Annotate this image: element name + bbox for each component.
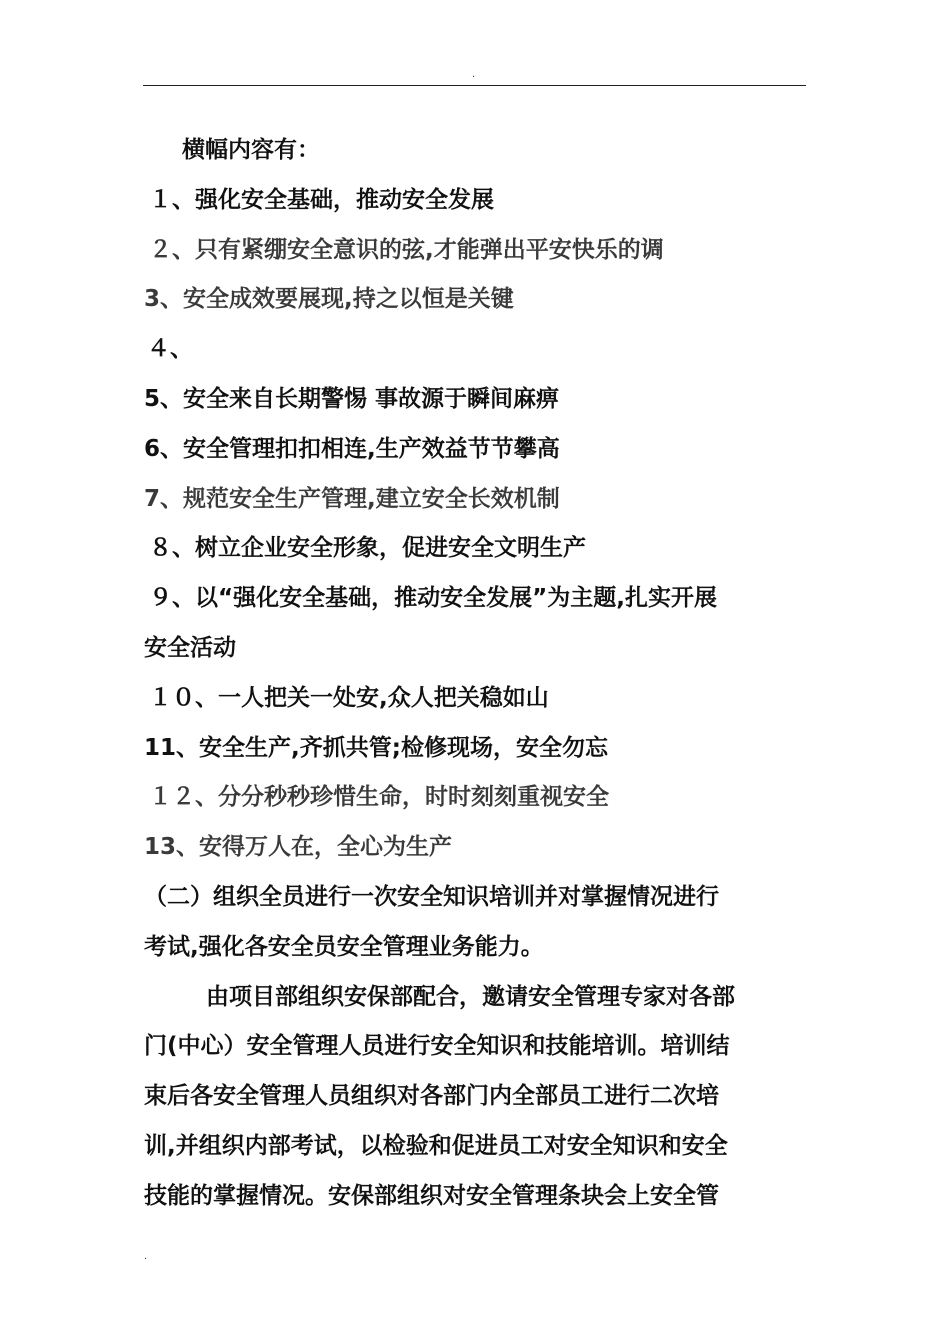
slogan-item-continuation: 安全活动 bbox=[144, 634, 236, 661]
slogan-item: 11、安全生产,齐抓共管;检修现场，安全勿忘 bbox=[144, 734, 608, 761]
slogan-item: １、强化安全基础，推动安全发展 bbox=[149, 186, 494, 213]
header-mark: . bbox=[472, 69, 476, 80]
paragraph-line: 技能的掌握情况。安保部组织对安全管理条块会上安全管 bbox=[144, 1182, 719, 1209]
slogan-item: ８、树立企业安全形象，促进安全文明生产 bbox=[149, 535, 586, 562]
paragraph-line: 由项目部组织安保部配合，邀请安全管理专家对各部 bbox=[206, 983, 735, 1010]
slogan-item: 5、安全来自长期警惕 事故源于瞬间麻痹 bbox=[144, 385, 560, 412]
paragraph-line: 训,并组织内部考试，以检验和促进员工对安全知识和安全 bbox=[144, 1132, 728, 1159]
slogan-item: ９、以“强化安全基础，推动安全发展”为主题,扎实开展 bbox=[149, 585, 717, 612]
slogan-item: １２、分分秒秒珍惜生命，时时刻刻重视安全 bbox=[149, 784, 609, 811]
slogan-item: 6、安全管理扣扣相连,生产效益节节攀高 bbox=[144, 435, 560, 462]
slogan-item: ２、只有紧绷安全意识的弦,才能弹出平安快乐的调 bbox=[149, 236, 664, 263]
section-two-heading: （二）组织全员进行一次安全知识培训并对掌握情况进行 bbox=[144, 883, 719, 910]
banner-heading: 横幅内容有： bbox=[182, 137, 320, 163]
section-two-heading-continuation: 考试,强化各安全员安全管理业务能力。 bbox=[144, 933, 544, 960]
slogan-item: 7、规范安全生产管理,建立安全长效机制 bbox=[144, 485, 560, 512]
slogan-item: 13、安得万人在，全心为生产 bbox=[144, 834, 453, 861]
footer-mark: . bbox=[144, 1251, 148, 1262]
paragraph-line: 束后各安全管理人员组织对各部门内全部员工进行二次培 bbox=[144, 1083, 719, 1110]
document-body bbox=[144, 126, 806, 1222]
slogan-item: 3、安全成效要展现,持之以恒是关键 bbox=[144, 286, 514, 313]
slogan-item: ４、 bbox=[147, 336, 193, 363]
paragraph-line: 门(中心）安全管理人员进行安全知识和技能培训。培训结 bbox=[144, 1033, 730, 1060]
header-rule bbox=[143, 85, 806, 86]
slogan-item: １０、一人把关一处安,众人把关稳如山 bbox=[149, 684, 549, 711]
